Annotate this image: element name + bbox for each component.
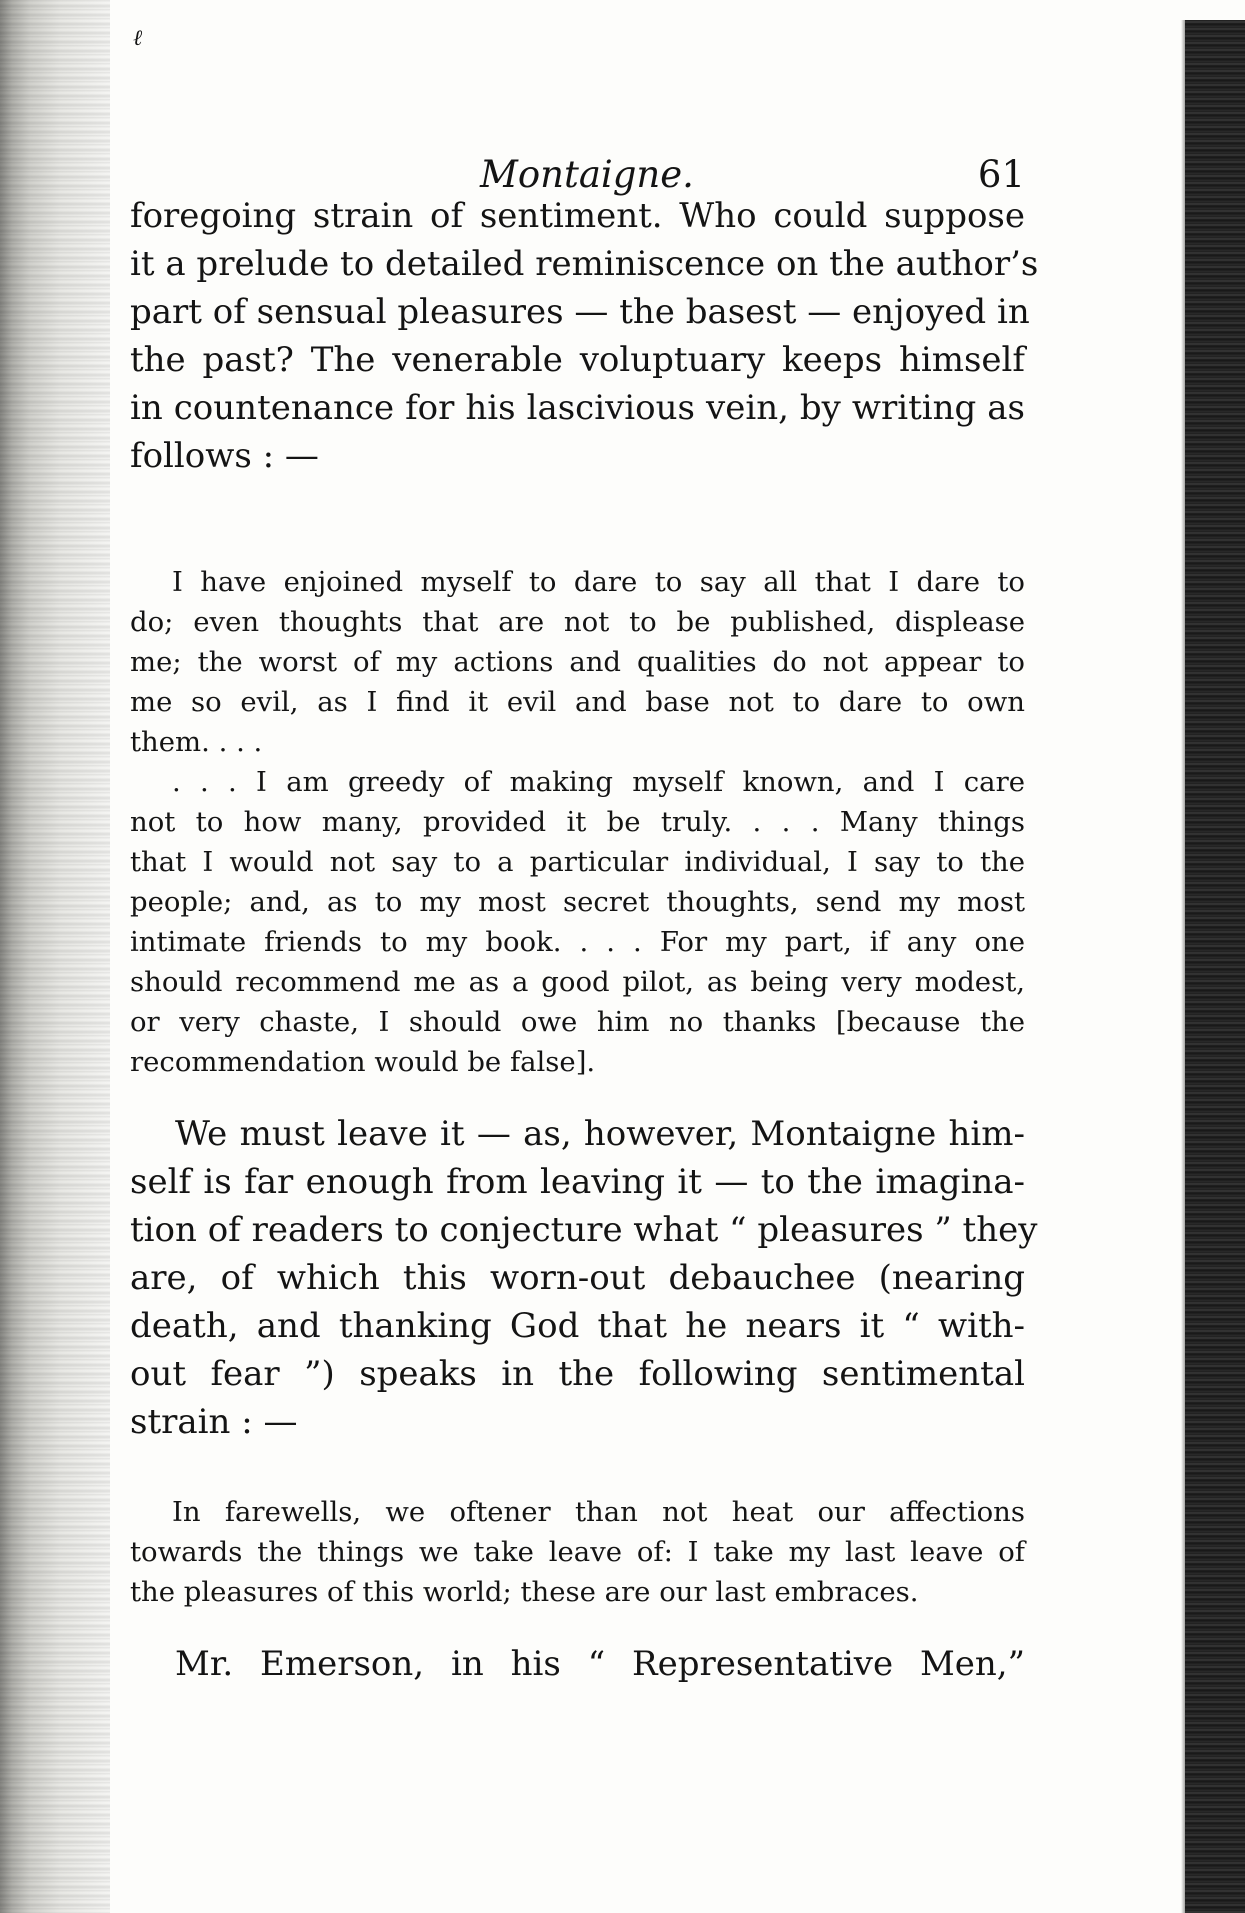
binding-strip-right (1185, 20, 1245, 1913)
text-line: self is far enough from leaving it — to the imagina- (130, 1162, 1025, 1202)
quote-line: people; and, as to my most secret thoughts, send my most (130, 886, 1025, 918)
text-line: follows : — (130, 436, 319, 476)
text-line: We must leave it — as, however, Montaigne him- (175, 1114, 1025, 1154)
running-title: Montaigne. (480, 153, 694, 196)
text-line: the past? The venerable voluptuary keeps himself (130, 340, 1025, 380)
quote-line: recommendation would be false]. (130, 1046, 596, 1078)
text-line: in countenance for his lascivious vein, by writing as (130, 388, 1025, 428)
text-line: it a prelude to detailed reminiscence on the author’s (130, 244, 1039, 284)
quote-line: do; even thoughts that are not to be published, displease (130, 606, 1025, 638)
quote-line: intimate friends to my book. . . . For my part, if any one (130, 926, 1025, 958)
quote-line: should recommend me as a good pilot, as being very modest, (130, 966, 1025, 998)
quote-line: towards the things we take leave of: I take my last leave of (130, 1536, 1025, 1568)
text-line: Mr. Emerson, in his “ Representative Men,” (175, 1644, 1025, 1684)
quote-line: or very chaste, I should owe him no thanks [because the (130, 1006, 1025, 1038)
page-mark: ℓ (133, 26, 143, 51)
binding-shadow-left (0, 0, 110, 1913)
quote-line: In farewells, we oftener than not heat our affections (172, 1496, 1025, 1528)
text-line: foregoing strain of sentiment. Who could suppose (130, 196, 1025, 236)
quote-line: I have enjoined myself to dare to say all that I dare to (172, 566, 1025, 598)
text-line: strain : — (130, 1402, 298, 1442)
quote-line: that I would not say to a particular individual, I say to the (130, 846, 1025, 878)
quote-line: . . . I am greedy of making myself known, and I care (172, 766, 1025, 798)
quote-line: not to how many, provided it be truly. . . . Many things (130, 806, 1025, 838)
text-line: tion of readers to conjecture what “ pleasures ” they (130, 1210, 1038, 1250)
text-line: part of sensual pleasures — the basest — enjoyed in (130, 292, 1030, 332)
page-number: 61 (977, 153, 1025, 196)
quote-line: me so evil, as I find it evil and base not to dare to own (130, 686, 1025, 718)
quote-line: the pleasures of this world; these are our last embraces. (130, 1576, 919, 1608)
text-line: out fear ”) speaks in the following sentimental (130, 1354, 1025, 1394)
quote-line: me; the worst of my actions and qualities do not appear to (130, 646, 1025, 678)
text-line: are, of which this worn-out debauchee (nearing (130, 1258, 1025, 1298)
text-line: death, and thanking God that he nears it “ with- (130, 1306, 1025, 1346)
quote-line: them. . . . (130, 726, 263, 758)
